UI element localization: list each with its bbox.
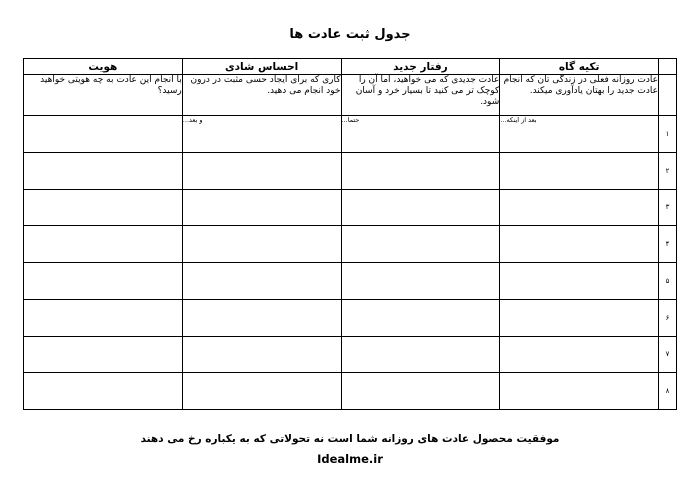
table-row [24,189,677,226]
row-number: ۱ [659,116,677,153]
corner-cell [659,59,677,75]
entry-cell[interactable] [500,189,659,226]
entry-cell[interactable] [500,373,659,410]
entry-cell[interactable] [182,373,341,410]
habit-tracker-table [23,58,677,410]
entry-cell[interactable] [500,336,659,373]
entry-cell[interactable] [500,116,659,153]
header-new-behavior: رفتار جدید [341,59,500,75]
description-anchor: عادت روزانه فعلی در زندگی تان که انجام عادت جدید را بهتان یادآوری میکند. [500,75,659,116]
entry-cell[interactable] [182,226,341,263]
entry-cell[interactable] [500,299,659,336]
description-new-behavior: عادت جدیدی که می خواهید، اما آن را کوچک تر می کنید تا بسیار خرد و آسان شود. [341,75,500,116]
entry-cell[interactable] [341,336,500,373]
entry-cell[interactable] [500,226,659,263]
row-number: ۷ [659,336,677,373]
entry-cell[interactable] [182,263,341,300]
table-row [24,226,677,263]
page-title: جدول ثبت عادت ها [289,27,411,42]
entry-cell[interactable] [182,152,341,189]
entry-cell[interactable] [182,189,341,226]
entry-cell[interactable] [341,373,500,410]
description-joy: کاری که برای ایجاد حسی مثبت در درون خود انجام می دهید. [182,75,341,116]
header-identity: هویت [24,59,183,75]
sample-text: و بعد... [182,116,203,124]
entry-cell[interactable] [24,189,183,226]
entry-cell[interactable] [24,116,183,153]
entry-cell[interactable] [24,263,183,300]
entry-cell[interactable] [500,152,659,189]
entry-cell[interactable] [24,336,183,373]
table-row [24,373,677,410]
sample-text: بعد از اینکه... [500,116,537,124]
site-link[interactable]: Idealme.ir [317,452,383,466]
row-number: ۸ [659,373,677,410]
entry-cell[interactable] [341,189,500,226]
header-joy: احساس شادی [182,59,341,75]
entry-cell[interactable] [24,152,183,189]
description-identity: با انجام این عادت به چه هویتی خواهید رسید؟ [24,75,183,116]
entry-cell[interactable] [24,226,183,263]
header-row [24,59,677,75]
table-row [24,336,677,373]
entry-cell[interactable] [341,116,500,153]
entry-cell[interactable] [341,226,500,263]
table-row [24,263,677,300]
row-number: ۶ [659,299,677,336]
entry-cell[interactable] [341,263,500,300]
entry-cell[interactable] [182,299,341,336]
row-number: ۴ [659,226,677,263]
table-row [24,299,677,336]
header-anchor: تکیه گاه [500,59,659,75]
entry-cell[interactable] [24,373,183,410]
description-row [24,75,677,116]
row-number: ۵ [659,263,677,300]
entry-cell[interactable] [182,336,341,373]
entry-cell[interactable] [182,116,341,153]
row-number: ۲ [659,152,677,189]
row-number: ۳ [659,189,677,226]
table-row [24,152,677,189]
table-row [24,116,677,153]
entry-cell[interactable] [500,263,659,300]
footer-quote: موفقیت محصول عادت های روزانه شما است نه تحولاتی که به یکباره رخ می دهند [140,433,560,445]
sample-text: حتما... [341,116,360,124]
entry-cell[interactable] [341,152,500,189]
corner-cell [659,75,677,116]
entry-cell[interactable] [341,299,500,336]
entry-cell[interactable] [24,299,183,336]
